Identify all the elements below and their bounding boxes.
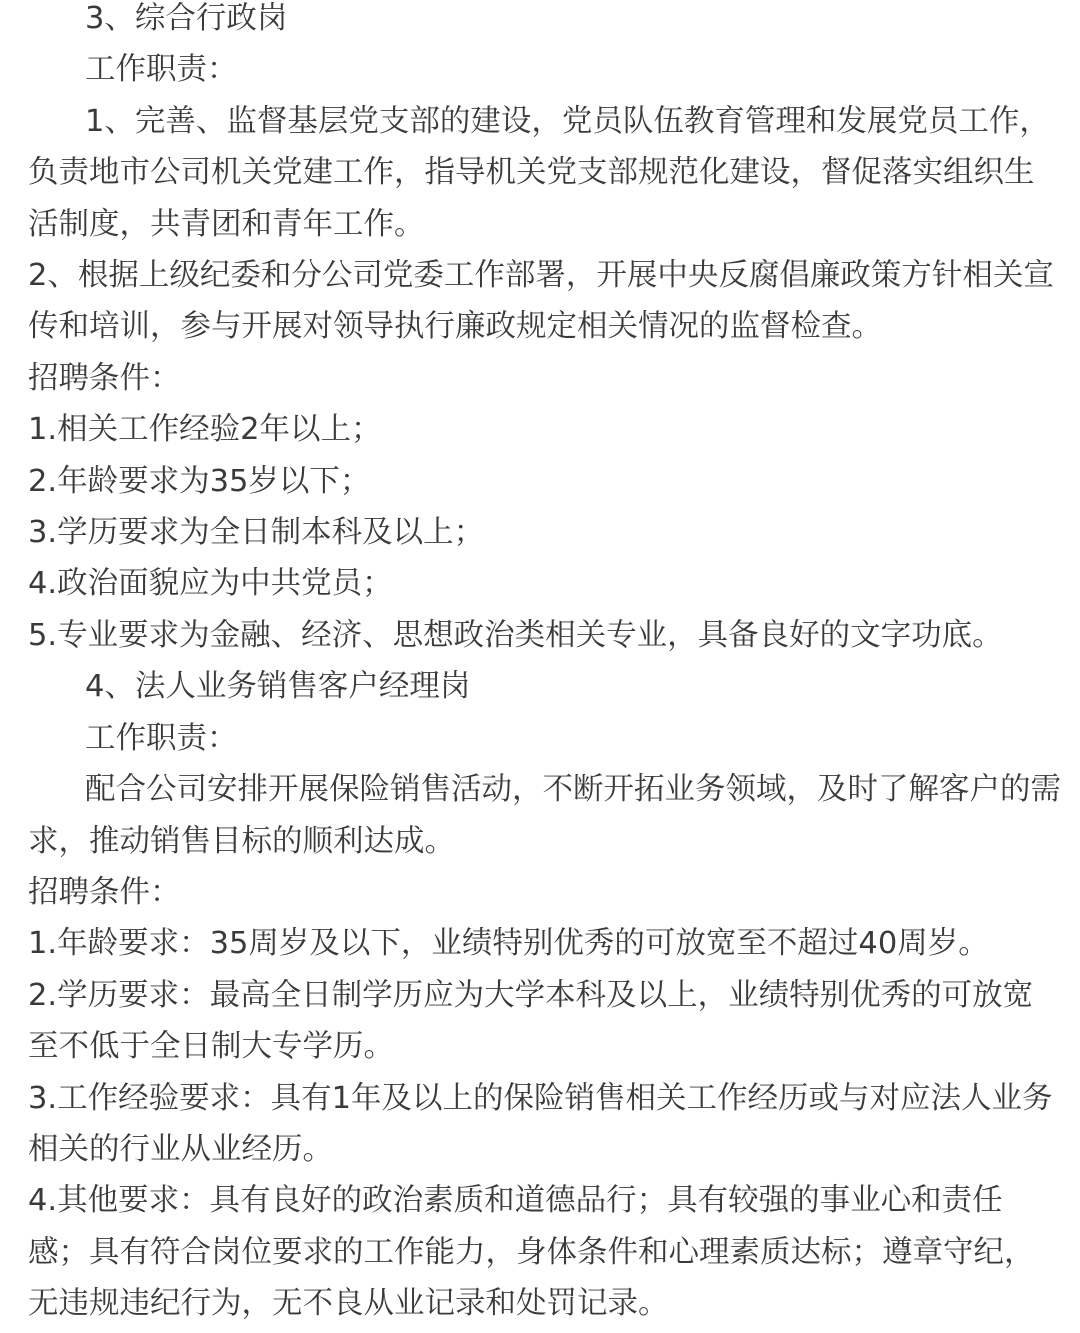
requirement-item: 3.工作经验要求：具有1年及以上的保险销售相关工作经历或与对应法人业务相关的行业从业经历。: [28, 1080, 1053, 1167]
duties-heading: 工作职责：: [85, 720, 238, 756]
requirement-item: 3.学历要求为全日制本科及以上；: [28, 515, 485, 551]
section-heading-sales: 4、法人业务销售客户经理岗: [85, 669, 471, 705]
section-heading-admin: 3、综合行政岗: [85, 1, 288, 36]
requirement-item: 1.年龄要求：35周岁及以下，业绩特别优秀的可放宽至不超过40周岁。: [28, 926, 989, 962]
requirements-heading: 招聘条件：: [28, 874, 181, 910]
requirements-heading: 招聘条件：: [28, 360, 181, 396]
duty-description: 配合公司安排开展保险销售活动，不断开拓业务领域，及时了解客户的需求，推动销售目标的顺利达成。: [28, 772, 1061, 859]
requirement-item: 1.相关工作经验2年以上；: [28, 412, 382, 448]
duty-item-2: 2、根据上级纪委和分公司党委工作部署，开展中央反腐倡廉政策方针相关宣传和培训，参与开展对领导执行廉政规定相关情况的监督检查。: [28, 258, 1054, 345]
requirement-item: 4.其他要求：具有良好的政治素质和道德品行；具有较强的事业心和责任感；具有符合岗位要求的工作能力，身体条件和心理素质达标；遵章守纪，无违规违纪行为，无不良从业记录和处罚记录。: [28, 1183, 1035, 1322]
requirement-item: 4.政治面貌应为中共党员；: [28, 566, 393, 602]
duty-item-1: 1、完善、监督基层党支部的建设，党员队伍教育管理和发展党员工作，负责地市公司机关党建工作，指导机关党支部规范化建设，督促落实组织生活制度，共青团和青年工作。: [28, 103, 1050, 242]
duties-heading: 工作职责：: [85, 52, 238, 88]
requirement-item: 2.年龄要求为35岁以下；: [28, 463, 371, 499]
requirement-item: 5.专业要求为金融、经济、思想政治类相关专业，具备良好的文字功底。: [28, 617, 1003, 653]
requirement-item: 2.学历要求：最高全日制学历应为大学本科及以上，业绩特别优秀的可放宽至不低于全日制大专学历。: [28, 977, 1034, 1065]
